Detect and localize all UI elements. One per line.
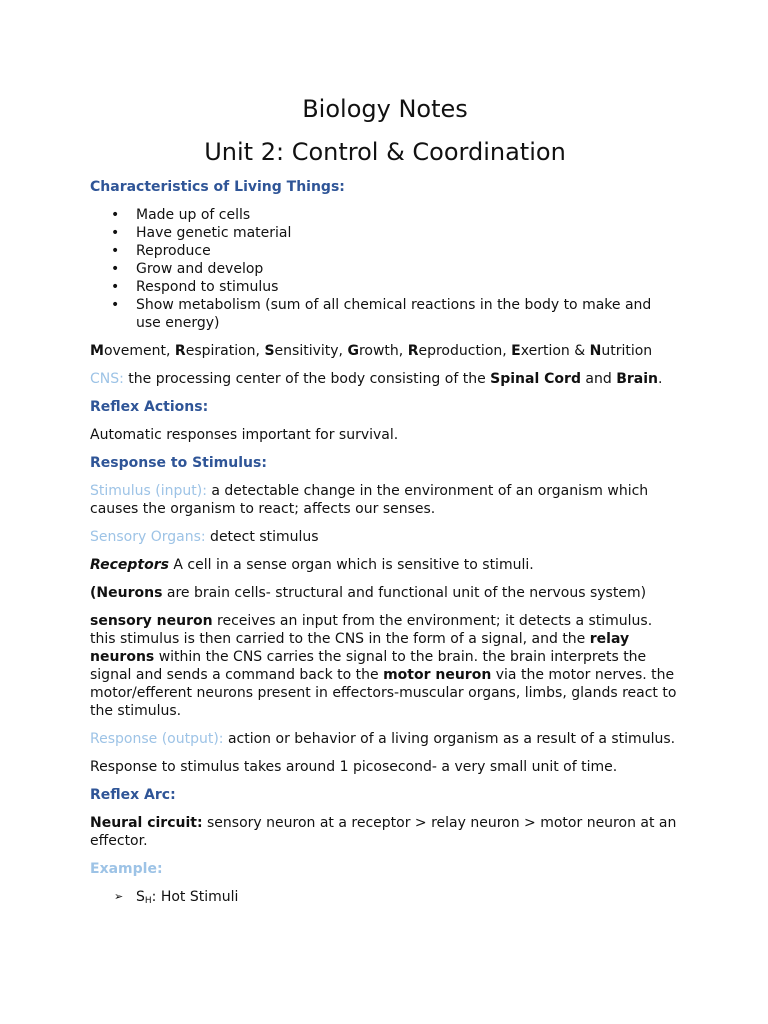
document-title: Biology Notes xyxy=(302,95,468,123)
neural-circuit-definition: Neural circuit: sensory neuron at a receptor > relay neuron > motor neuron at an effector. xyxy=(90,815,677,849)
bullet-icon: • xyxy=(111,243,120,259)
arrow-bullet-icon: ➢ xyxy=(114,890,124,903)
list-item: ➢ $S_H$: Hot Stimuli xyxy=(114,889,239,906)
response-time-text: Response to stimulus takes around 1 picosecond- a very small unit of time. xyxy=(90,759,618,775)
sensory-neuron-paragraph: sensory neuron receives an input from the environment; it detects a stimulus. this stimulus is then carried to the CNS in the form of a signal, and the relay neurons within the CNS carries the signal to the brain. the brain interprets the signal and sends a command back to the motor neuron via the motor nerves. the motor/efferent neurons present in effectors-muscular organs, limbs, glands react to the stimulus. xyxy=(90,613,677,719)
response-to-stimulus-heading: Response to Stimulus: xyxy=(90,455,267,471)
neurons-definition: (Neurons are brain cells- structural and functional unit of the nervous system) xyxy=(90,585,647,601)
bullet-icon: • xyxy=(111,207,120,223)
mnemonic-line: Movement, Respiration, Sensitivity, Growth, Reproduction, Exertion & Nutrition xyxy=(90,343,653,359)
list-item: • Have genetic material xyxy=(111,225,292,241)
sensory-organs-definition: Sensory Organs: detect stimulus xyxy=(90,529,319,545)
document-body xyxy=(90,92,680,910)
characteristics-heading: Characteristics of Living Things: xyxy=(90,179,345,195)
response-definition: Response (output): action or behavior of a living organism as a result of a stimulus. xyxy=(90,731,676,747)
document-subtitle: Unit 2: Control & Coordination xyxy=(204,138,566,166)
bullet-icon: • xyxy=(111,279,120,295)
list-item: • Reproduce xyxy=(111,243,211,259)
receptors-definition: Receptors A cell in a sense organ which is sensitive to stimuli. xyxy=(90,557,534,573)
list-item: • Respond to stimulus xyxy=(111,279,279,295)
example-list xyxy=(90,888,680,910)
list-item: • Made up of cells xyxy=(111,207,251,223)
list-item: • Grow and develop xyxy=(111,261,264,277)
reflex-actions-text: Automatic responses important for survival. xyxy=(90,427,399,443)
bullet-icon: • xyxy=(111,225,120,241)
cns-definition: CNS: the processing center of the body consisting of the Spinal Cord and Brain. xyxy=(90,371,663,387)
example-heading: Example: xyxy=(90,861,163,877)
bullet-icon: • xyxy=(111,261,120,277)
stimulus-definition: Stimulus (input): a detectable change in the environment of an organism which causes the organism to react; affects our senses. xyxy=(90,483,649,517)
reflex-actions-heading: Reflex Actions: xyxy=(90,399,209,415)
characteristics-list xyxy=(90,206,680,332)
reflex-arc-heading: Reflex Arc: xyxy=(90,787,176,803)
list-item: • Show metabolism (sum of all chemical reactions in the body to make and use energy) xyxy=(111,297,652,331)
bullet-icon: • xyxy=(111,297,120,313)
